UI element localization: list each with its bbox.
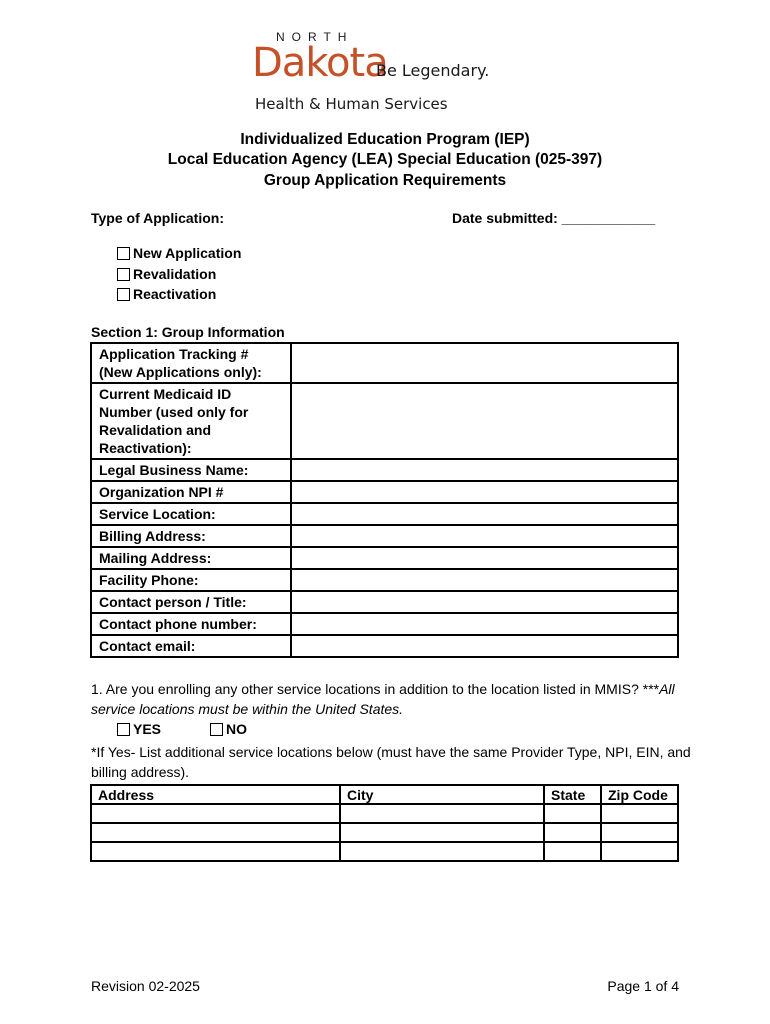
table-row [91, 842, 678, 861]
option-label: Reactivation [133, 286, 217, 302]
field-label: Organization NPI # [91, 481, 291, 503]
service-locations-table [90, 784, 679, 862]
header-address: Address [91, 785, 340, 804]
question-1-italic-note: All service locations must be within the United States. [91, 681, 675, 717]
checkbox-icon[interactable] [210, 723, 223, 736]
field-label: Contact person / Title: [91, 591, 291, 613]
field-label: Legal Business Name: [91, 459, 291, 481]
option-reactivation[interactable] [117, 286, 216, 302]
checkbox-icon[interactable] [117, 268, 130, 281]
checkbox-icon[interactable] [117, 247, 130, 260]
date-submitted-label: Date submitted: ____________ [452, 210, 656, 226]
option-revalidation[interactable] [117, 266, 216, 282]
section-1-heading: Section 1: Group Information [91, 324, 285, 340]
logo-dakota-text: Dakota [252, 40, 388, 86]
yes-label: YES [133, 721, 162, 737]
header-zip-code: Zip Code [601, 785, 678, 804]
field-value[interactable] [291, 343, 678, 383]
page-number-footer: Page 1 of 4 [607, 978, 679, 994]
question-1-if-yes-note: *If Yes- List additional service locations below (must have the same Provider Type, NPI, EIN, and billing address). [91, 744, 691, 780]
address-cell[interactable] [91, 823, 340, 842]
title-line-3: Group Application Requirements [263, 172, 507, 189]
option-no[interactable] [210, 721, 247, 737]
field-label: Billing Address: [91, 525, 291, 547]
zip-cell[interactable] [601, 823, 678, 842]
field-value[interactable] [291, 591, 678, 613]
title-line-1: Individualized Education Program (IEP) [240, 131, 530, 148]
field-value[interactable] [291, 547, 678, 569]
title-line-2: Local Education Agency (LEA) Special Education (025-397) [167, 151, 603, 168]
nd-logo [252, 30, 492, 116]
field-value[interactable] [291, 481, 678, 503]
revision-footer: Revision 02-2025 [91, 978, 200, 994]
zip-cell[interactable] [601, 804, 678, 823]
no-label: NO [226, 721, 247, 737]
field-value[interactable] [291, 383, 678, 459]
field-label: Current Medicaid ID Number (used only for Revalidation and Reactivation): [91, 383, 291, 459]
logo-north-text: NORTH [276, 30, 354, 44]
checkbox-icon[interactable] [117, 288, 130, 301]
field-label: Mailing Address: [91, 547, 291, 569]
logo-tagline: Be Legendary. [376, 61, 490, 80]
field-value[interactable] [291, 613, 678, 635]
zip-cell[interactable] [601, 842, 678, 861]
option-label: Revalidation [133, 266, 217, 282]
group-information-table [90, 342, 679, 658]
option-yes[interactable] [117, 721, 161, 737]
field-label: Application Tracking # (New Applications only): [91, 343, 291, 383]
field-label: Contact phone number: [91, 613, 291, 635]
field-value[interactable] [291, 525, 678, 547]
field-value[interactable] [291, 635, 678, 657]
field-label: Facility Phone: [91, 569, 291, 591]
address-cell[interactable] [91, 804, 340, 823]
logo-department: Health & Human Services [255, 95, 448, 113]
table-row [91, 823, 678, 842]
type-of-application-label: Type of Application: [91, 210, 224, 226]
state-cell[interactable] [544, 842, 601, 861]
field-value[interactable] [291, 569, 678, 591]
state-cell[interactable] [544, 804, 601, 823]
checkbox-icon[interactable] [117, 723, 130, 736]
question-1-text: 1. Are you enrolling any other service locations in addition to the location listed in MMIS? *** [91, 681, 660, 697]
field-label: Service Location: [91, 503, 291, 525]
question-1 [91, 679, 691, 719]
field-value[interactable] [291, 503, 678, 525]
header-city: City [340, 785, 544, 804]
table-row [91, 804, 678, 823]
city-cell[interactable] [340, 823, 544, 842]
field-value[interactable] [291, 459, 678, 481]
option-label: New Application [133, 245, 242, 261]
city-cell[interactable] [340, 804, 544, 823]
address-cell[interactable] [91, 842, 340, 861]
option-new-application[interactable] [117, 245, 241, 261]
city-cell[interactable] [340, 842, 544, 861]
state-cell[interactable] [544, 823, 601, 842]
header-state: State [544, 785, 601, 804]
field-label: Contact email: [91, 635, 291, 657]
